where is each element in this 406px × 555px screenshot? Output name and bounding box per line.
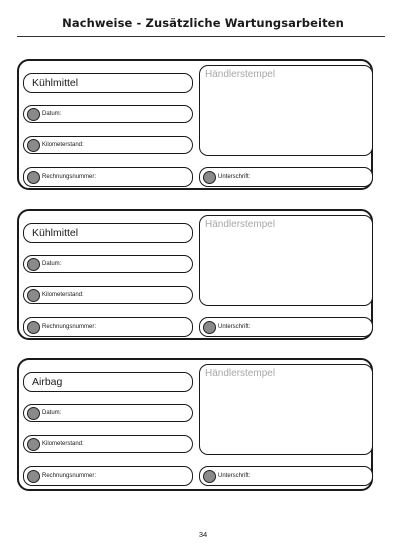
dealer-stamp-area bbox=[199, 364, 373, 455]
mileage-label: Kilometerstand: bbox=[42, 142, 84, 148]
bullet-icon bbox=[203, 321, 216, 334]
signature-field[interactable] bbox=[199, 317, 373, 337]
date-label: Datum: bbox=[42, 261, 62, 267]
maintenance-record-card bbox=[17, 209, 373, 340]
invoice-number-label: Rechnungsnummer: bbox=[42, 324, 97, 330]
maintenance-item-heading: Kühlmittel bbox=[32, 227, 79, 239]
signature-label: Unterschrift: bbox=[218, 324, 251, 330]
heading-field bbox=[23, 73, 193, 93]
mileage-field[interactable] bbox=[23, 286, 193, 304]
signature-label: Unterschrift: bbox=[218, 473, 251, 479]
heading-field bbox=[23, 372, 193, 392]
dealer-stamp-area bbox=[199, 215, 373, 306]
bullet-icon bbox=[203, 470, 216, 483]
dealer-stamp-label: Händlerstempel bbox=[205, 368, 276, 379]
invoice-number-field[interactable] bbox=[23, 317, 193, 337]
bullet-icon bbox=[203, 171, 216, 184]
mileage-field[interactable] bbox=[23, 136, 193, 154]
maintenance-record-card bbox=[17, 358, 373, 491]
heading-field bbox=[23, 223, 193, 243]
signature-field[interactable] bbox=[199, 167, 373, 187]
bullet-icon bbox=[27, 258, 40, 271]
invoice-number-field[interactable] bbox=[23, 167, 193, 187]
dealer-stamp-label: Händlerstempel bbox=[205, 219, 276, 230]
page-number: 34 bbox=[198, 530, 208, 539]
maintenance-record-card bbox=[17, 59, 373, 190]
dealer-stamp-area bbox=[199, 65, 373, 156]
title-divider bbox=[17, 36, 385, 37]
mileage-label: Kilometerstand: bbox=[42, 292, 84, 298]
date-field[interactable] bbox=[23, 404, 193, 422]
mileage-label: Kilometerstand: bbox=[42, 441, 84, 447]
bullet-icon bbox=[27, 321, 40, 334]
maintenance-item-heading: Airbag bbox=[32, 376, 63, 388]
date-label: Datum: bbox=[42, 111, 62, 117]
invoice-number-label: Rechnungsnummer: bbox=[42, 473, 97, 479]
date-field[interactable] bbox=[23, 105, 193, 123]
date-field[interactable] bbox=[23, 255, 193, 273]
bullet-icon bbox=[27, 438, 40, 451]
signature-label: Unterschrift: bbox=[218, 174, 251, 180]
page-title: Nachweise - Zusätzliche Wartungsarbeiten bbox=[62, 16, 344, 30]
maintenance-item-heading: Kühlmittel bbox=[32, 77, 79, 89]
bullet-icon bbox=[27, 407, 40, 420]
invoice-number-label: Rechnungsnummer: bbox=[42, 174, 97, 180]
signature-field[interactable] bbox=[199, 466, 373, 486]
bullet-icon bbox=[27, 139, 40, 152]
bullet-icon bbox=[27, 108, 40, 121]
bullet-icon bbox=[27, 470, 40, 483]
dealer-stamp-label: Händlerstempel bbox=[205, 69, 276, 80]
date-label: Datum: bbox=[42, 410, 62, 416]
invoice-number-field[interactable] bbox=[23, 466, 193, 486]
mileage-field[interactable] bbox=[23, 435, 193, 453]
bullet-icon bbox=[27, 289, 40, 302]
bullet-icon bbox=[27, 171, 40, 184]
